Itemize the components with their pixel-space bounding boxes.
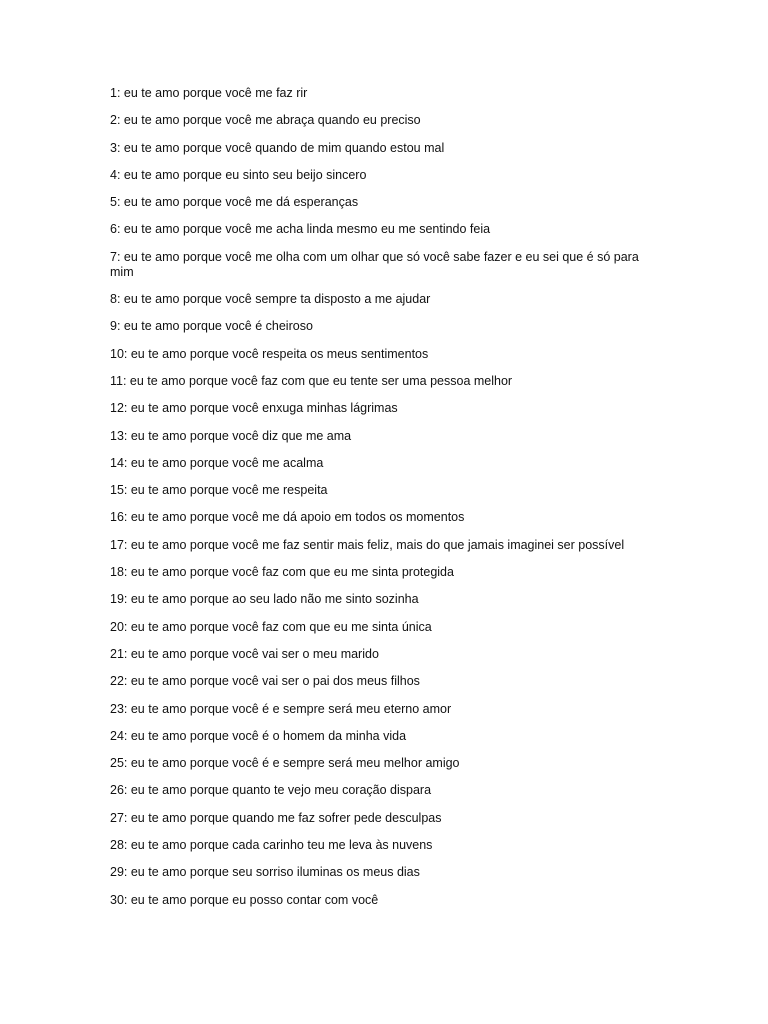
- list-item: 1: eu te amo porque você me faz rir: [110, 86, 308, 100]
- list-item: 12: eu te amo porque você enxuga minhas lágrimas: [110, 401, 398, 416]
- list-item: 2: eu te amo porque você me abraça quando eu preciso: [110, 113, 421, 128]
- list-item: 9: eu te amo porque você é cheiroso: [110, 319, 313, 334]
- list-item: 19: eu te amo porque ao seu lado não me sinto sozinha: [110, 592, 419, 607]
- list-item: 25: eu te amo porque você é e sempre será meu melhor amigo: [110, 756, 460, 771]
- list-item: 4: eu te amo porque eu sinto seu beijo sincero: [110, 167, 367, 182]
- reasons-list: [110, 86, 665, 920]
- list-item: 7: eu te amo porque você me olha com um olhar que só você sabe fazer e eu sei que é só para mim: [110, 249, 639, 279]
- list-item: 6: eu te amo porque você me acha linda mesmo eu me sentindo feia: [110, 222, 491, 237]
- list-item: 30: eu te amo porque eu posso contar com você: [110, 892, 379, 907]
- list-item: 27: eu te amo porque quando me faz sofrer pede desculpas: [110, 810, 442, 825]
- list-item: 26: eu te amo porque quanto te vejo meu coração dispara: [110, 783, 432, 798]
- list-item: 14: eu te amo porque você me acalma: [110, 455, 324, 470]
- list-item: 11: eu te amo porque você faz com que eu tente ser uma pessoa melhor: [110, 373, 513, 388]
- list-item: 18: eu te amo porque você faz com que eu me sinta protegida: [110, 565, 454, 580]
- list-item: 24: eu te amo porque você é o homem da minha vida: [110, 728, 407, 743]
- list-item: 15: eu te amo porque você me respeita: [110, 483, 328, 498]
- list-item: 29: eu te amo porque seu sorriso iluminas os meus dias: [110, 865, 420, 880]
- list-item: 5: eu te amo porque você me dá esperanças: [110, 195, 359, 210]
- list-item: 23: eu te amo porque você é e sempre será meu eterno amor: [110, 701, 452, 716]
- list-item: 8: eu te amo porque você sempre ta disposto a me ajudar: [110, 292, 431, 307]
- list-item: 16: eu te amo porque você me dá apoio em todos os momentos: [110, 510, 465, 525]
- list-item: 3: eu te amo porque você quando de mim quando estou mal: [110, 140, 445, 155]
- list-item: 28: eu te amo porque cada carinho teu me leva às nuvens: [110, 838, 433, 853]
- list-item: 17: eu te amo porque você me faz sentir mais feliz, mais do que jamais imaginei ser possível: [110, 537, 625, 552]
- list-item: 10: eu te amo porque você respeita os meus sentimentos: [110, 346, 429, 361]
- list-item: 22: eu te amo porque você vai ser o pai dos meus filhos: [110, 674, 420, 689]
- list-item: 21: eu te amo porque você vai ser o meu marido: [110, 646, 379, 661]
- list-item: 20: eu te amo porque você faz com que eu me sinta única: [110, 619, 432, 634]
- list-item: 13: eu te amo porque você diz que me ama: [110, 428, 352, 443]
